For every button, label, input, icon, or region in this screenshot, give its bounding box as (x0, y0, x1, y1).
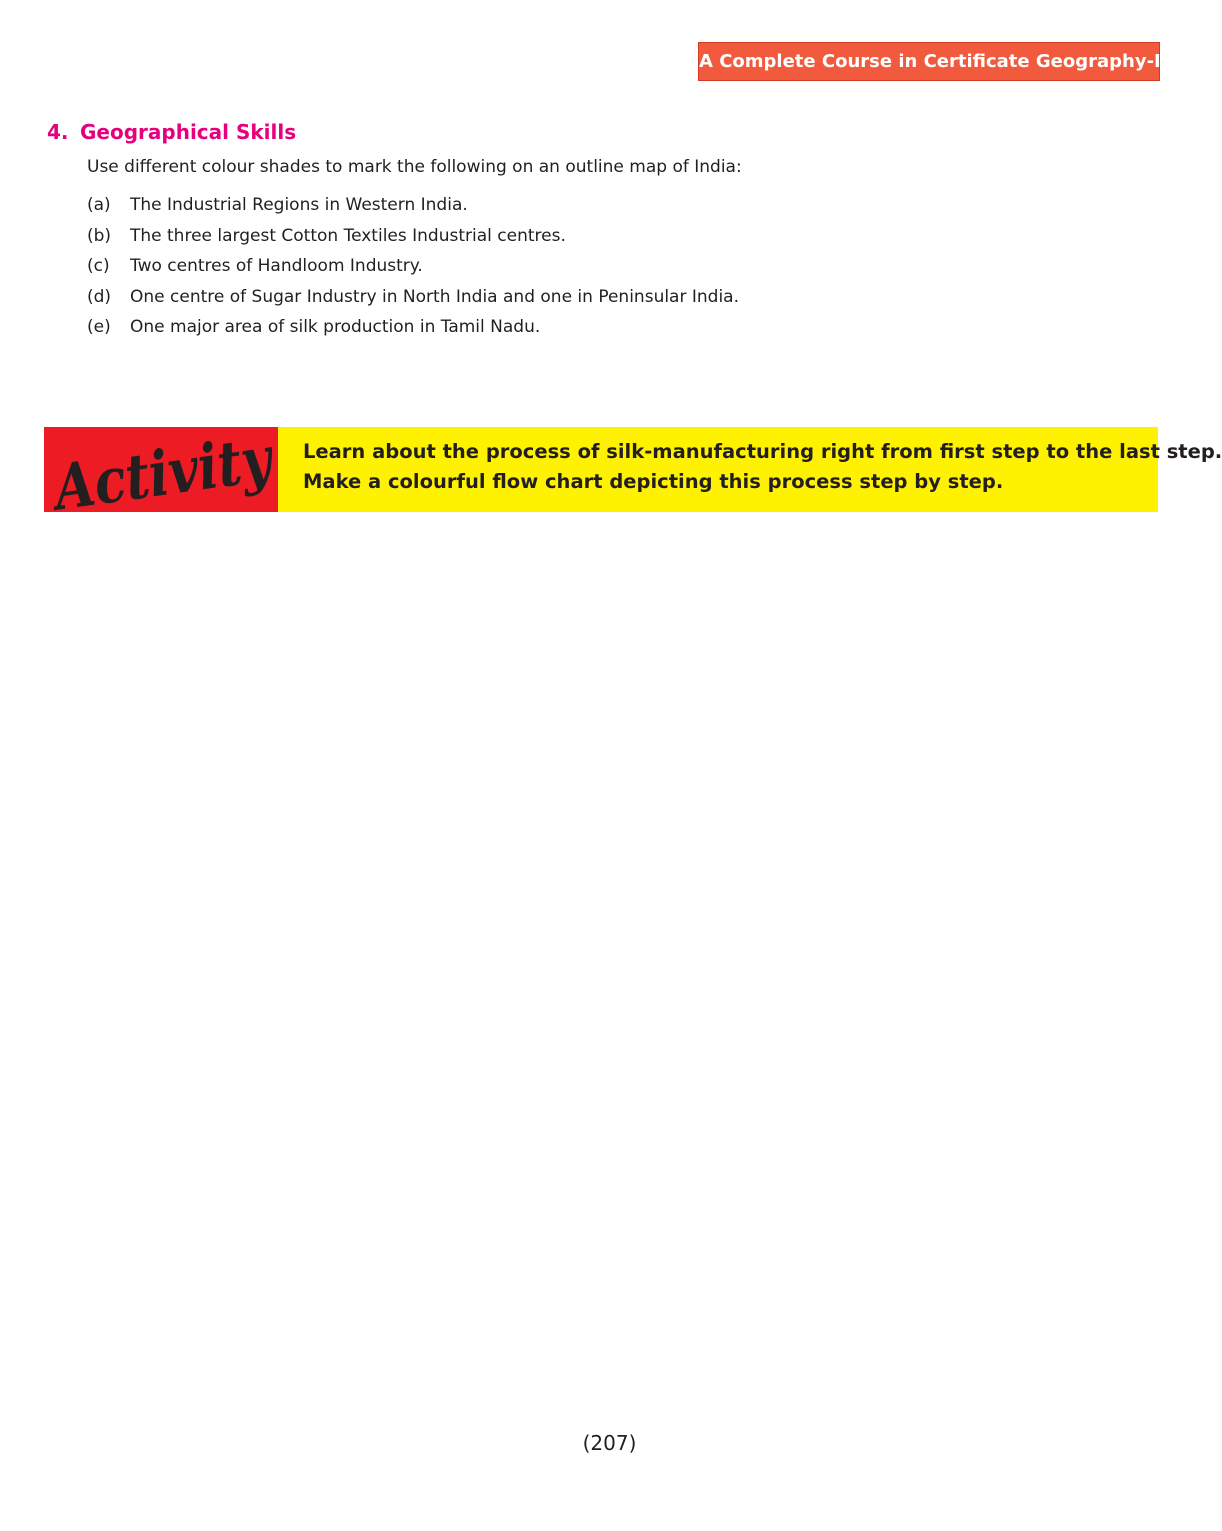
task-text: One major area of silk production in Tamil Nadu. (130, 317, 541, 337)
activity-tag (44, 415, 320, 525)
section-number: 4. (47, 120, 69, 144)
activity-label-graphic (44, 415, 320, 525)
task-text: The three largest Cotton Textiles Industrial centres. (130, 225, 566, 246)
task-list (87, 190, 739, 343)
section-title: Geographical Skills (80, 120, 297, 144)
task-text: The Industrial Regions in Western India. (130, 195, 468, 215)
task-marker: (b) (87, 225, 112, 246)
book-title-badge: A Complete Course in Certificate Geography-II (698, 42, 1160, 81)
task-marker: (c) (87, 256, 110, 276)
task-text: Two centres of Handloom Industry. (130, 256, 423, 276)
activity-box (44, 415, 1222, 525)
task-item (87, 312, 739, 343)
task-marker: (a) (87, 195, 111, 215)
page-number: (207) (582, 1431, 637, 1455)
activity-line: Make a colourful flow chart depicting this process step by step. (303, 470, 1004, 493)
activity-label: Activity (49, 415, 320, 525)
task-item (87, 221, 739, 252)
task-item (87, 190, 739, 221)
activity-instructions (303, 437, 1222, 497)
task-marker: (e) (87, 317, 111, 337)
task-text: One centre of Sugar Industry in North India and one in Peninsular India. (130, 286, 739, 307)
activity-line: Learn about the process of silk-manufacturing right from first step to the last step. (303, 440, 1222, 463)
task-item (87, 251, 739, 282)
section-heading (47, 120, 296, 144)
section-instructions: Use different colour shades to mark the following on an outline map of India: (87, 157, 742, 177)
task-item (87, 282, 739, 313)
task-marker: (d) (87, 286, 112, 307)
